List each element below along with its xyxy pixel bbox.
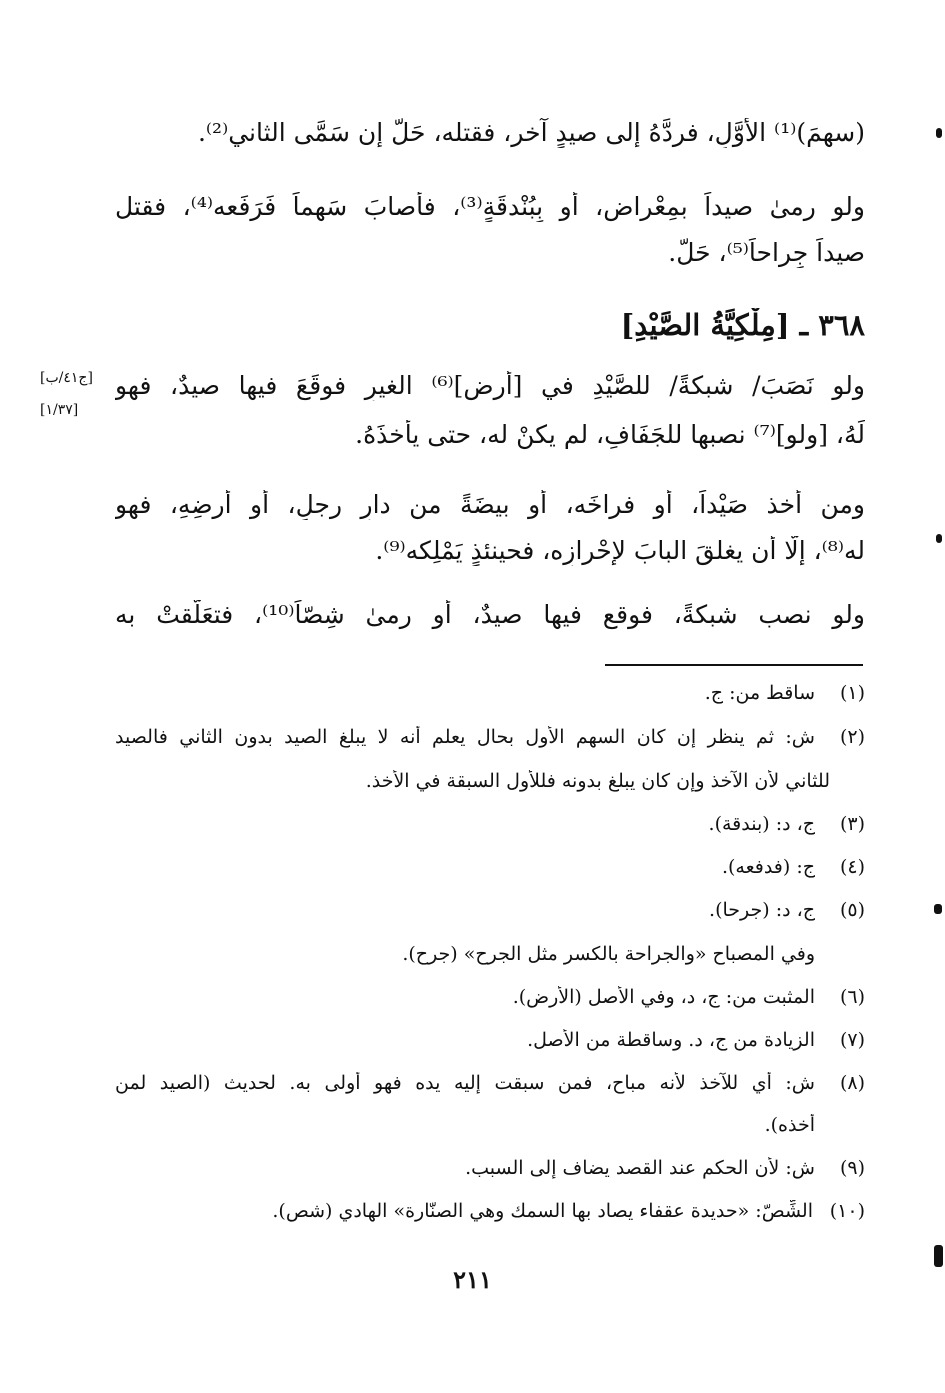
footnote-continuation: للثاني لأن الآخذ وإن كان يبلغ بدونه فللأول السبقة في الأخذ. (365, 770, 830, 792)
scan-mark (936, 128, 942, 138)
footnote-number: (٥) (839, 899, 865, 921)
scan-mark (934, 904, 942, 914)
footnote-text: المثبت من: ج، د، وفي الأصل (الأرض). (512, 986, 815, 1008)
body-line-7: له⁽⁸⁾، إلَّا أن يغلقَ البابَ لإحْرازِه، فحينئذٍ يَمْلِكه⁽⁹⁾. (375, 536, 865, 565)
footnote-text: ساقط من: ج. (704, 682, 815, 704)
section-heading: ٣٦٨ ـ [مِلْكِيَّةُ الصَّيْدِ] (620, 308, 865, 342)
footnote-number: (٤) (839, 856, 865, 878)
body-line-8: ولو نصب شبكةً، فوقع فيها صيدٌ، أو رمىٰ شِصّاً⁽¹⁰⁾، فتعَلَّقتْ به (115, 600, 865, 629)
scan-mark (934, 1245, 943, 1267)
body-line-3: صيداً جِراحاً⁽⁵⁾، حَلَّ. (668, 238, 865, 267)
margin-manuscript-ref-1: [ج٤١/ب] (40, 370, 93, 386)
body-line-4: ولو نَصَبَ/ شبكةً/ للصَّيْدِ في [أرضٍ]⁽⁶⁾ الغيرِ فوقَعَ فيها صيدٌ، فهو (115, 371, 865, 400)
footnote-text: ش: لأن الحكم عند القصد يضاف إلى السبب. (465, 1157, 815, 1179)
footnote-number: (٣) (839, 813, 865, 835)
margin-manuscript-ref-2: [١/٣٧] (40, 402, 79, 418)
footnote-number: (٦) (839, 986, 865, 1008)
footnote-text: ش: أي للآخذ لأنه مباح، فمن سبقت إليه يده فهو أولى به. لحديث (الصيد لمن (115, 1072, 815, 1094)
body-line-1: (سهمَ)⁽¹⁾ الأوَّلِ، فردَّهُ إلى صيدٍ آخر، فقتله، حَلَّ إن سَمَّى الثاني⁽²⁾. (197, 118, 865, 147)
footnote-continuation: وفي المصباح «والجراحة بالكسر مثل الجرح» (جرح). (402, 943, 815, 965)
footnote-text: ج: (فدفعه). (721, 856, 815, 878)
body-line-6: ومن أخذ صَيْداً، أو فراخَه، أو بيضَةً من دارِ رجلٍ، أو أرضِهِ، فهو (115, 490, 865, 519)
footnote-continuation: أخذه). (764, 1114, 815, 1136)
footnote-text: ج، د: (جرحا). (709, 899, 815, 921)
footnote-text: ج، د: (بندقة). (708, 813, 815, 835)
footnote-number: (١٠) (829, 1200, 865, 1222)
body-line-5: لَهُ، [ولو]⁽⁷⁾ نصبها للجَفَافِ، لم يكنْ له، حتى يأخذَهُ. (355, 420, 865, 449)
footnote-text: الشِّصّ: «حديدة عقفاء يصاد بها السمك وهي الصنّارة» الهادي (شص). (272, 1200, 813, 1222)
scan-mark (936, 534, 942, 543)
footnote-number: (١) (839, 682, 865, 704)
body-line-2: ولو رمىٰ صيداً بمِعْراضٍ، أو بِبُنْدقَةٍ⁽³⁾، فأصابَ سَهماً فَرَفَعه⁽⁴⁾، فقتل (115, 192, 865, 221)
footnote-separator (605, 664, 863, 666)
footnote-text: الزيادة من ج، د. وساقطة من الأصل. (527, 1029, 815, 1051)
footnote-number: (٨) (839, 1072, 865, 1094)
footnote-number: (٧) (839, 1029, 865, 1051)
footnote-number: (٩) (839, 1157, 865, 1179)
footnote-number: (٢) (839, 726, 865, 748)
footnote-text: ش: ثم ينظر إن كان السهم الأول بحال يعلم أنه لا يبلغ الصيد بدون الثاني فالصيد (115, 726, 815, 748)
page-number: ٢١١ (453, 1265, 492, 1294)
